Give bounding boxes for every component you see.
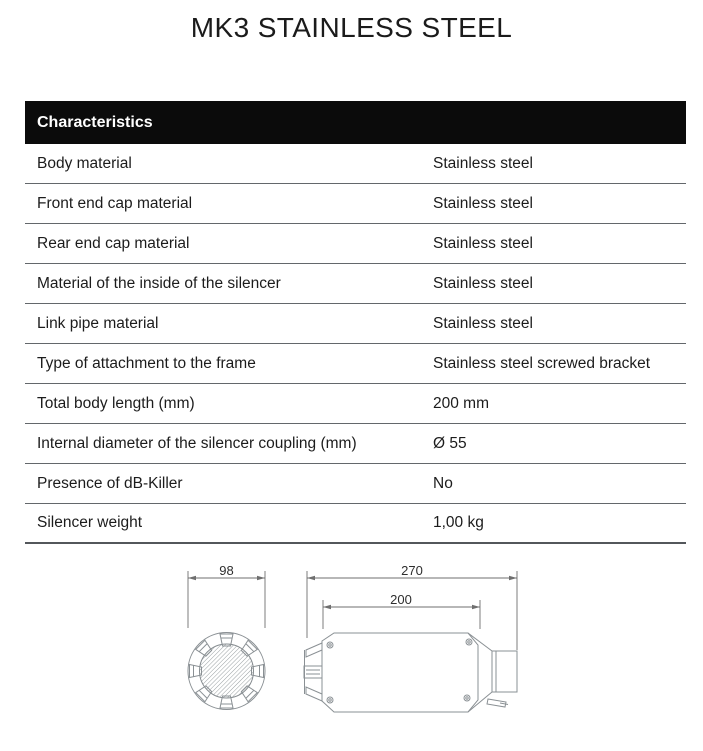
side-view-left-tabs	[304, 643, 322, 701]
row-value: Stainless steel	[433, 194, 533, 212]
table-header-bar	[25, 101, 686, 144]
row-label: Internal diameter of the silencer coupling (mm)	[37, 434, 357, 452]
characteristics-table	[25, 101, 686, 544]
dimension-label-front-width: 98	[219, 563, 234, 578]
row-value: Ø 55	[433, 434, 467, 452]
row-label: Silencer weight	[37, 514, 143, 531]
rivets	[327, 639, 472, 703]
row-label: Total body length (mm)	[37, 394, 195, 412]
row-label: Material of the inside of the silencer	[37, 274, 281, 292]
row-value: 1,00 kg	[433, 514, 484, 531]
row-value: Stainless steel	[433, 274, 533, 292]
row-label: Rear end cap material	[37, 234, 190, 252]
table-row	[25, 144, 686, 184]
row-value: 200 mm	[433, 394, 489, 412]
dimension-label-body-length: 200	[390, 592, 412, 607]
row-value: Stainless steel screwed bracket	[433, 354, 651, 372]
table-row	[25, 224, 686, 264]
row-label: Body material	[37, 154, 132, 172]
table-row	[25, 384, 686, 424]
table-row	[25, 264, 686, 304]
row-value: Stainless steel	[433, 314, 533, 332]
table-row	[25, 344, 686, 384]
row-label: Front end cap material	[37, 194, 193, 212]
front-view-drawing	[188, 633, 265, 710]
dimension-lines	[188, 571, 517, 650]
row-value: Stainless steel	[433, 234, 533, 252]
table-header-label: Characteristics	[37, 113, 153, 131]
row-value: No	[433, 474, 453, 492]
side-view-drawing	[304, 633, 517, 712]
row-label: Type of attachment to the frame	[37, 354, 256, 372]
mounting-bracket	[487, 699, 508, 707]
table-row	[25, 464, 686, 504]
silencer-technical-drawing	[150, 556, 560, 751]
table-row	[25, 304, 686, 344]
table-row	[25, 424, 686, 464]
dimension-label-total-length: 270	[401, 563, 423, 578]
row-value: Stainless steel	[433, 154, 533, 172]
page-title: MK3 STAINLESS STEEL	[190, 12, 513, 43]
table-row	[25, 184, 686, 224]
row-label: Presence of dB-Killer	[37, 474, 183, 492]
row-label: Link pipe material	[37, 314, 159, 332]
table-row	[25, 504, 686, 544]
